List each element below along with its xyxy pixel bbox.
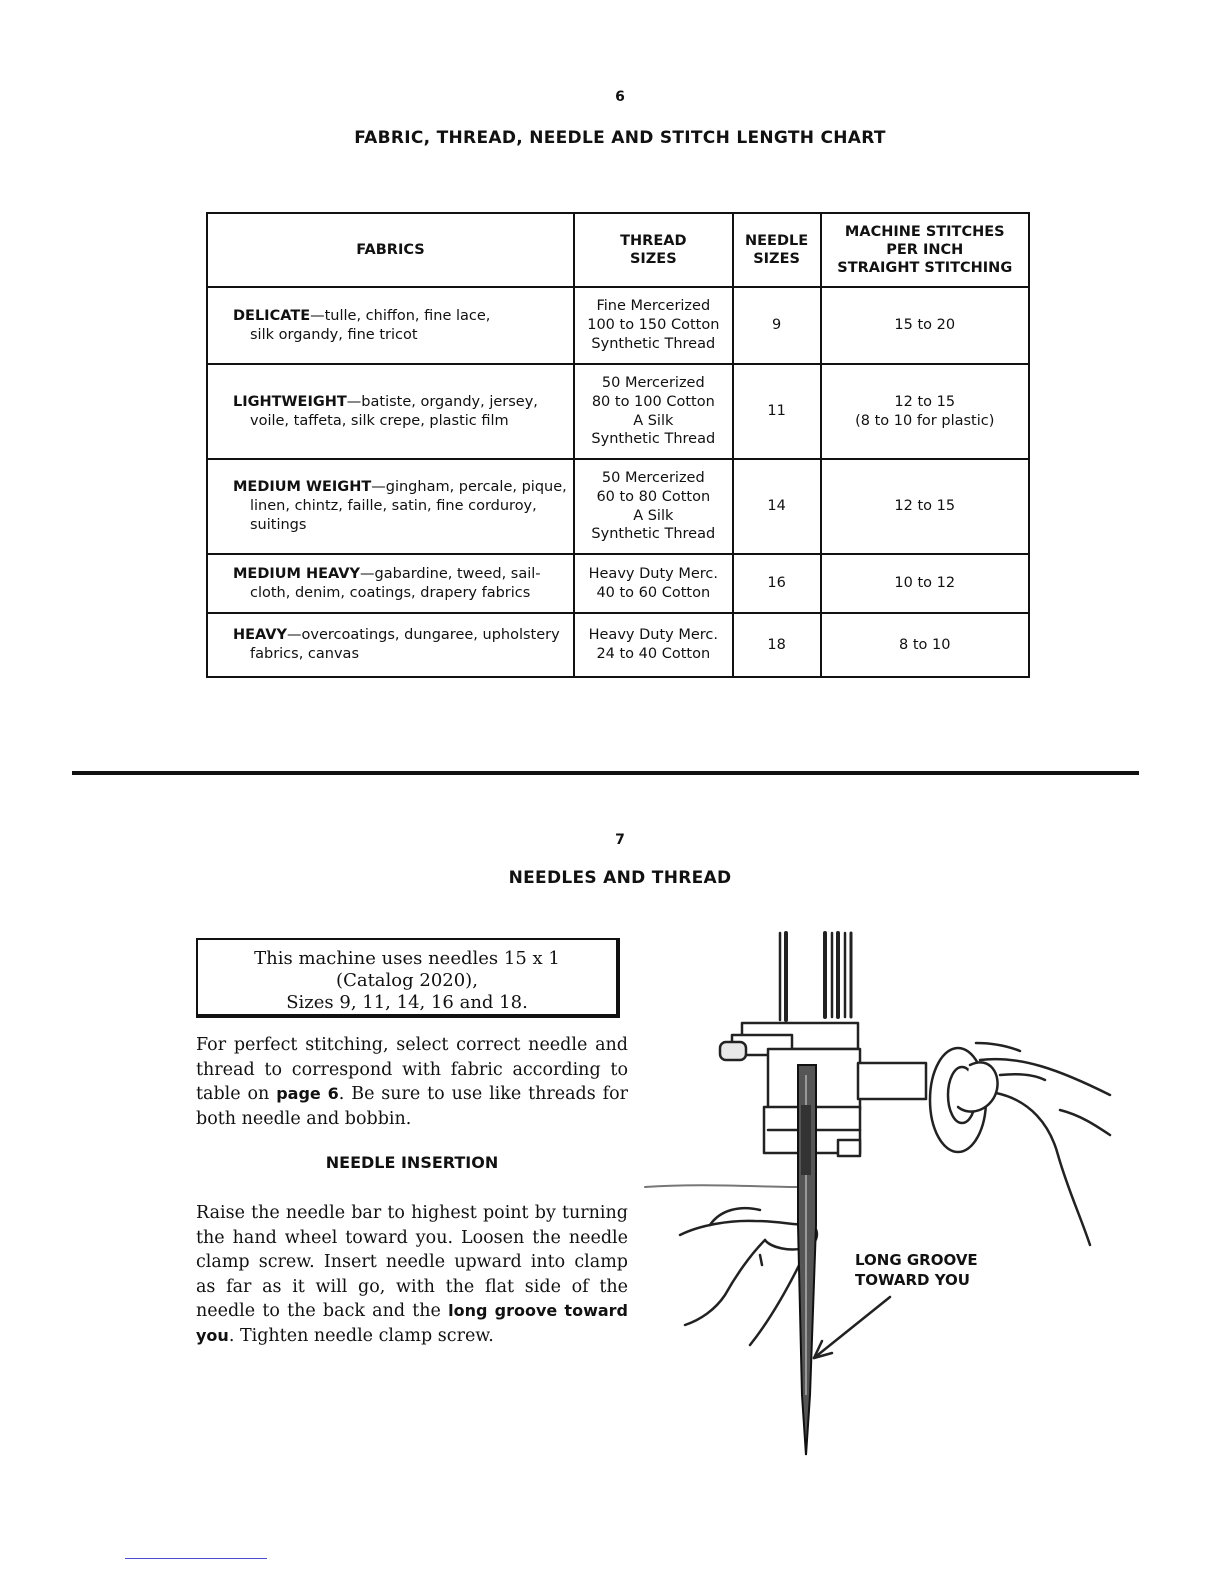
needle-cell: 16	[733, 554, 821, 613]
thread-cell: Heavy Duty Merc. 40 to 60 Cotton	[574, 554, 733, 613]
table-row	[207, 459, 1029, 554]
page-number-6: 6	[615, 89, 625, 105]
thread-cell: Heavy Duty Merc. 24 to 40 Cotton	[574, 613, 733, 677]
table-row	[207, 613, 1029, 677]
header-thread-sizes: THREAD SIZES	[574, 213, 733, 287]
header-stitches-per-inch: MACHINE STITCHES PER INCH STRAIGHT STITCHING	[821, 213, 1029, 287]
table-row	[207, 364, 1029, 459]
needle-info-box: This machine uses needles 15 x 1 (Catalog 2020), Sizes 9, 11, 14, 16 and 18.	[196, 938, 620, 1018]
needle-bar-icon	[780, 933, 851, 1020]
hand-right-icon	[958, 1059, 1110, 1245]
needle-cell: 14	[733, 459, 821, 554]
footer-line	[125, 1558, 267, 1559]
fabric-cell: MEDIUM HEAVY—gabardine, tweed, sail- cloth, denim, coatings, drapery fabrics	[207, 554, 574, 613]
thread-cell: 50 Mercerized 60 to 80 Cotton A Silk Synthetic Thread	[574, 459, 733, 554]
intro-paragraph: For perfect stitching, select correct needle and thread to correspond with fabric according to table on page 6. Be sure to use like threads for both needle and bobbin.	[196, 1035, 628, 1129]
fabric-edge-icon	[645, 1185, 800, 1187]
needle-cell: 9	[733, 287, 821, 364]
page-divider	[72, 771, 1139, 775]
needle-insertion-illustration	[640, 925, 1120, 1465]
fabric-cell: MEDIUM WEIGHT—gingham, percale, pique, linen, chintz, faille, satin, fine corduroy, suitings	[207, 459, 574, 554]
hand-left-icon	[680, 1208, 817, 1345]
fabric-cell: HEAVY—overcoatings, dungaree, upholstery fabrics, canvas	[207, 613, 574, 677]
needle-cell: 11	[733, 364, 821, 459]
table-row	[207, 554, 1029, 613]
needle-clamp-icon	[720, 1023, 860, 1156]
stitch-cell: 12 to 15	[821, 459, 1029, 554]
page-number-7: 7	[615, 832, 625, 848]
section-title: NEEDLES AND THREAD	[508, 868, 732, 888]
fabric-cell: LIGHTWEIGHT—batiste, organdy, jersey, voile, taffeta, silk crepe, plastic film	[207, 364, 574, 459]
stitch-cell: 12 to 15 (8 to 10 for plastic)	[821, 364, 1029, 459]
table-row	[207, 287, 1029, 364]
needle-icon	[798, 1065, 816, 1455]
stitch-cell: 10 to 12	[821, 554, 1029, 613]
header-fabrics: FABRICS	[207, 213, 574, 287]
table-header-row	[207, 213, 1029, 287]
insertion-paragraph: Raise the needle bar to highest point by turning the hand wheel toward you. Loosen the needle clamp screw. Insert needle upward into clamp as far as it will go, with the flat side of the needle to the back and the long groove toward you. Tighten needle clamp screw.	[196, 1203, 628, 1346]
stitch-cell: 15 to 20	[821, 287, 1029, 364]
stitch-cell: 8 to 10	[821, 613, 1029, 677]
long-groove-callout: LONG GROOVE TOWARD YOU	[855, 1251, 978, 1289]
fabric-chart-table	[206, 212, 1030, 678]
fabric-cell: DELICATE—tulle, chiffon, fine lace, silk organdy, fine tricot	[207, 287, 574, 364]
thread-cell: Fine Mercerized 100 to 150 Cotton Synthetic Thread	[574, 287, 733, 364]
arrow-icon	[814, 1297, 890, 1358]
header-needle-sizes: NEEDLE SIZES	[733, 213, 821, 287]
needle-cell: 18	[733, 613, 821, 677]
needle-insertion-heading: NEEDLE INSERTION	[325, 1153, 499, 1172]
thread-cell: 50 Mercerized 80 to 100 Cotton A Silk Synthetic Thread	[574, 364, 733, 459]
chart-title: FABRIC, THREAD, NEEDLE AND STITCH LENGTH CHART	[354, 128, 886, 148]
